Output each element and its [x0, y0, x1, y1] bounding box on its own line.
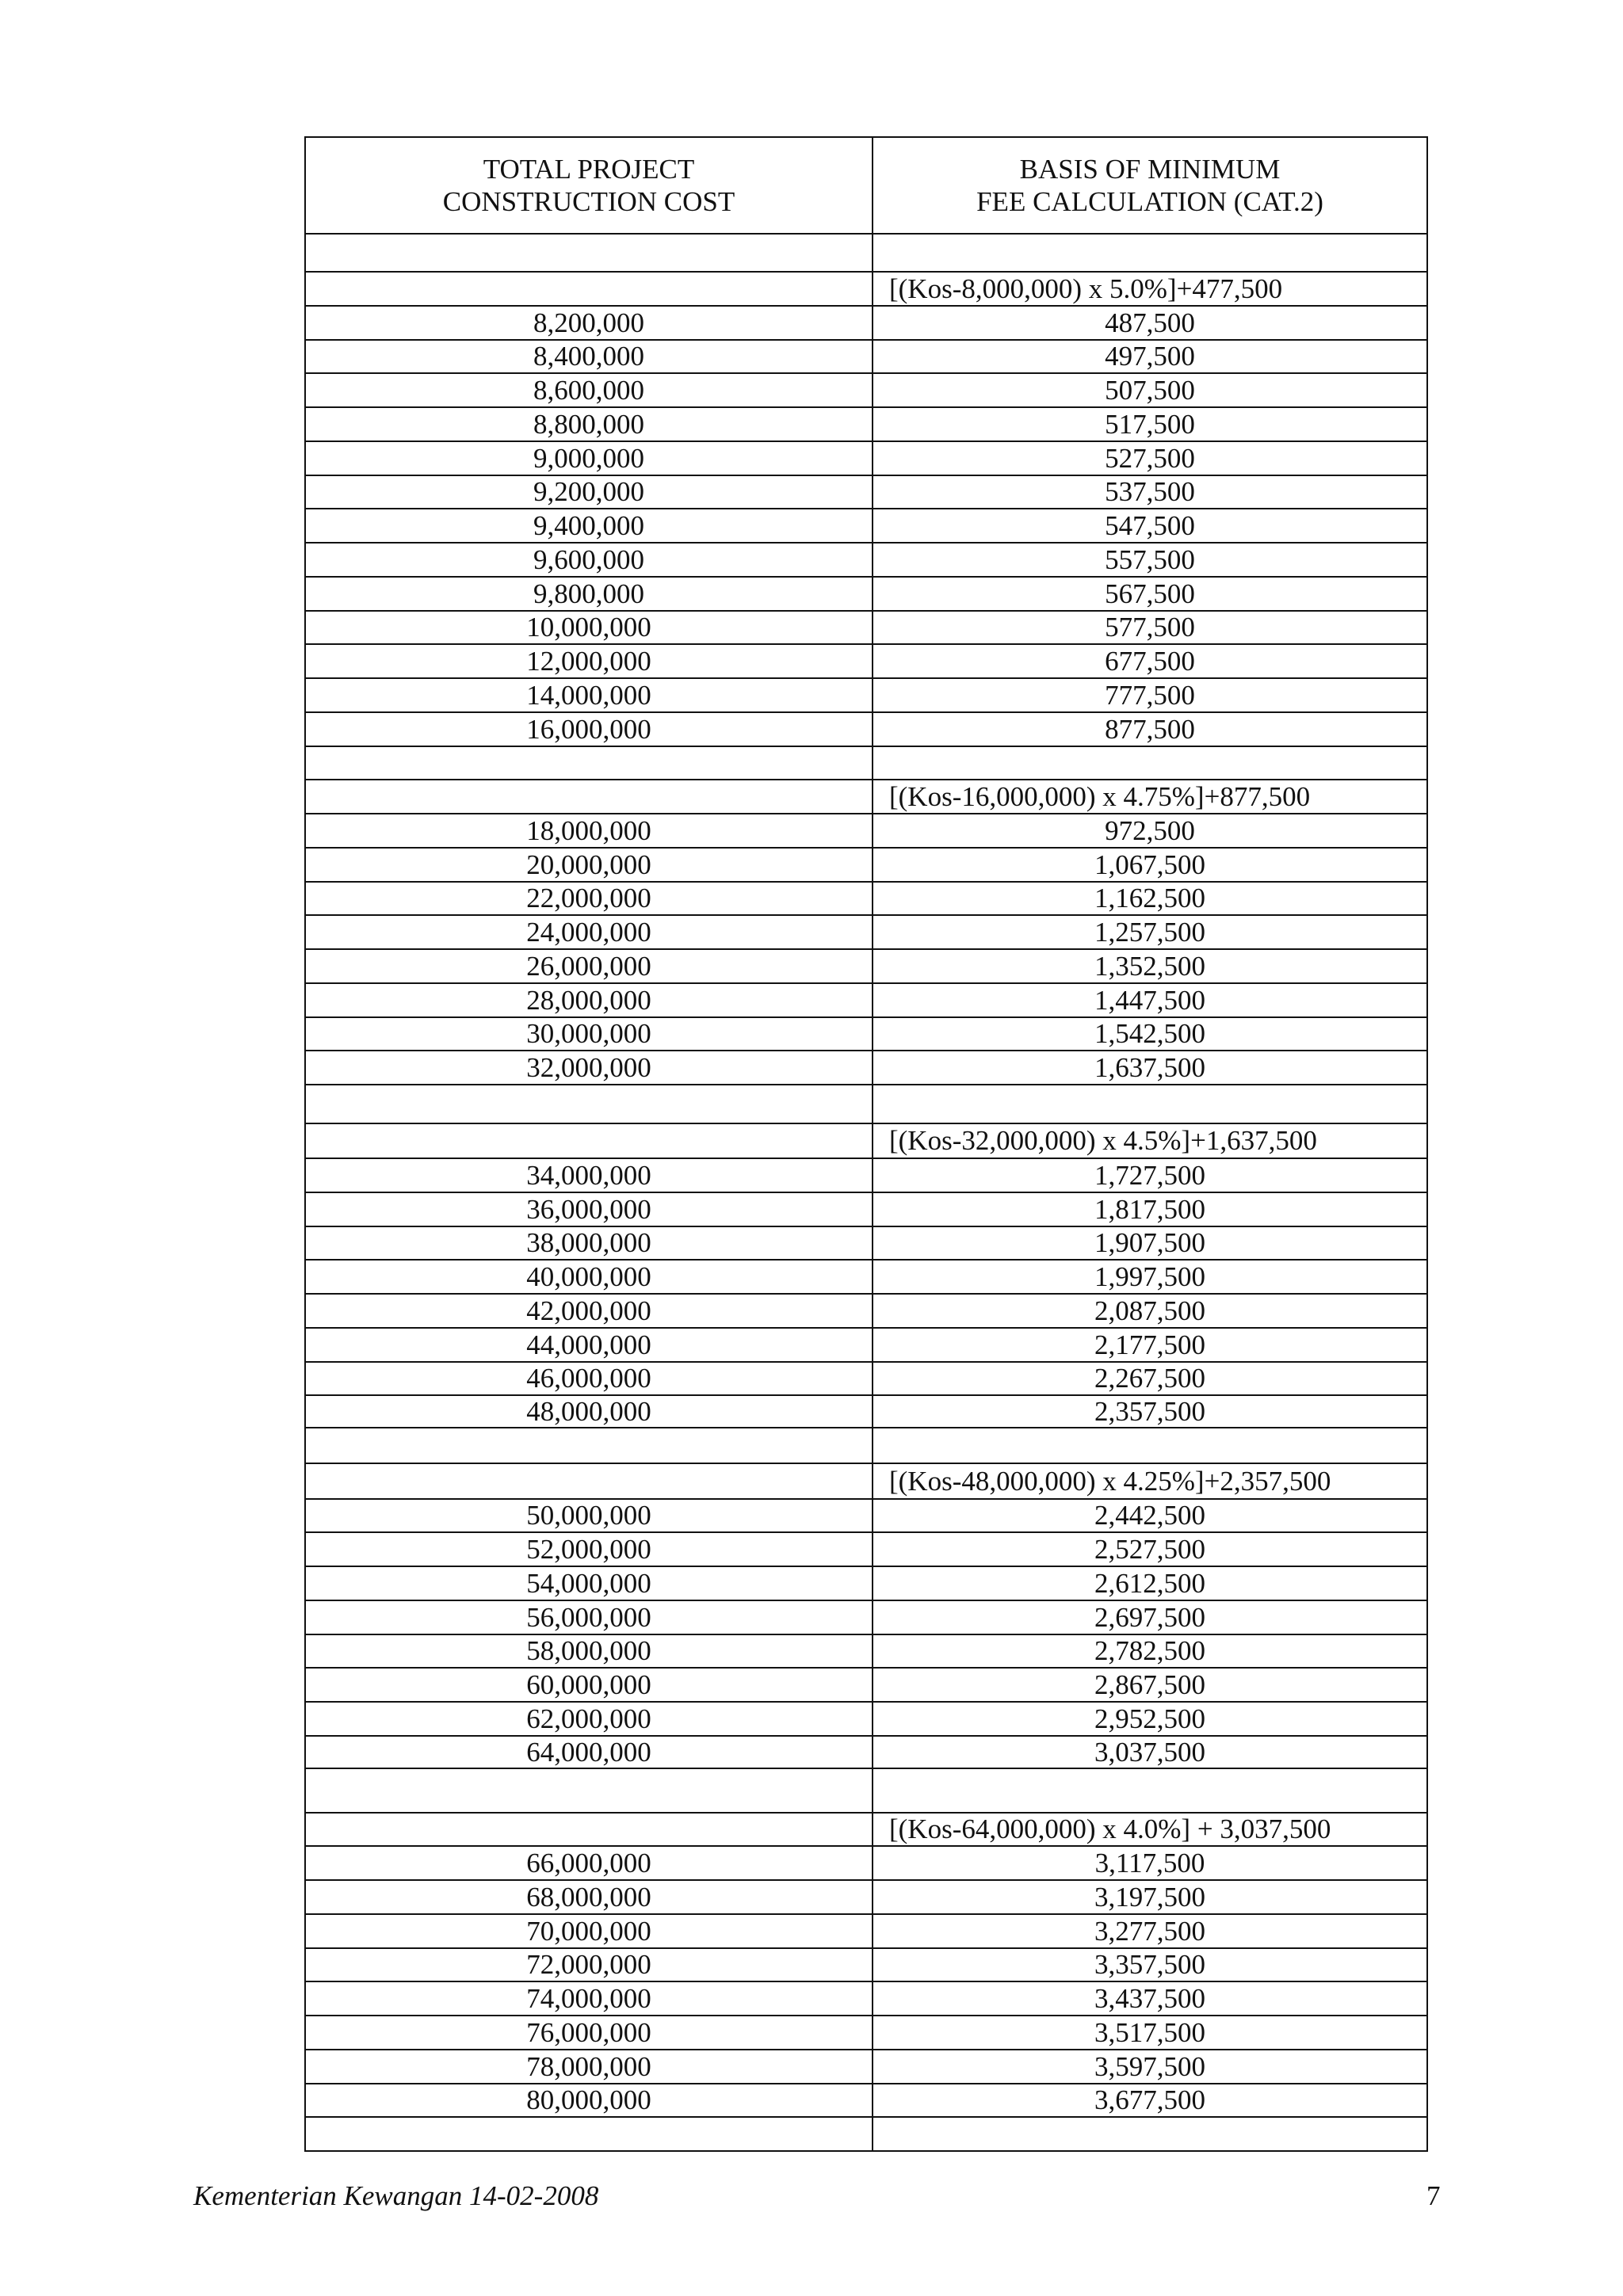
cost-cell: 8,200,000 [306, 307, 873, 339]
cost-cell: 8,800,000 [306, 408, 873, 441]
cost-cell: 62,000,000 [306, 1703, 873, 1735]
table-row [306, 813, 1426, 847]
fee-cell: 577,500 [1105, 612, 1195, 643]
fee-cell: 507,500 [1105, 374, 1195, 406]
table-row [306, 610, 1426, 643]
header-line: FEE CALCULATION (CAT.2) [976, 186, 1323, 217]
cost-cell: 64,000,000 [306, 1737, 873, 1768]
fee-cell: 1,727,500 [1094, 1159, 1205, 1191]
fee-cell: 497,500 [1105, 341, 1195, 372]
cost-cell: 40,000,000 [306, 1261, 873, 1293]
table-row [306, 1600, 1426, 1634]
table-row [306, 1701, 1426, 1735]
cost-cell: 26,000,000 [306, 950, 873, 982]
cost-cell: 60,000,000 [306, 1669, 873, 1701]
spacer-cell [306, 1428, 873, 1463]
fee-cell: 487,500 [1105, 307, 1195, 338]
cost-cell: 48,000,000 [306, 1396, 873, 1427]
spacer-cell [306, 235, 873, 271]
fee-cell: 677,500 [1105, 645, 1195, 677]
table-row [306, 1531, 1426, 1566]
cost-cell: 50,000,000 [306, 1500, 873, 1531]
formula-cost-cell [306, 780, 873, 813]
fee-table [304, 136, 1428, 2152]
fee-cell: 1,257,500 [1094, 916, 1205, 948]
cost-cell: 12,000,000 [306, 645, 873, 677]
fee-cell: 3,677,500 [1094, 2084, 1205, 2115]
fee-cell: 3,437,500 [1094, 1982, 1205, 2014]
cost-cell: 9,200,000 [306, 476, 873, 508]
spacer-row [306, 233, 1426, 271]
cost-cell: 74,000,000 [306, 1982, 873, 2015]
cost-cell: 9,000,000 [306, 442, 873, 475]
fee-cell: 1,162,500 [1094, 883, 1205, 913]
spacer-row [306, 2116, 1426, 2150]
fee-cell: 2,177,500 [1094, 1329, 1205, 1360]
formula-cost-cell [306, 1124, 873, 1158]
table-row [306, 1050, 1426, 1084]
cost-cell: 54,000,000 [306, 1567, 873, 1600]
fee-cell: 877,500 [1105, 713, 1195, 745]
cost-cell: 70,000,000 [306, 1915, 873, 1947]
fee-cell: 2,697,500 [1094, 1601, 1205, 1633]
formula-row [306, 271, 1426, 305]
fee-cell: 527,500 [1105, 442, 1195, 474]
table-row [306, 576, 1426, 610]
table-row [306, 1192, 1426, 1226]
cost-cell: 10,000,000 [306, 612, 873, 643]
fee-cell: 3,197,500 [1094, 1881, 1205, 1913]
fee-cell: 2,952,500 [1094, 1703, 1205, 1734]
formula-cell: [(Kos-8,000,000) x 5.0%]+477,500 [889, 273, 1283, 304]
spacer-cell [873, 1769, 1426, 1812]
header-minimum-fee [873, 138, 1426, 233]
fee-cell: 3,277,500 [1094, 1915, 1205, 1947]
table-header-row [306, 138, 1426, 233]
cost-cell: 22,000,000 [306, 883, 873, 914]
table-row [306, 2015, 1426, 2049]
table-row [306, 982, 1426, 1016]
spacer-row [306, 1768, 1426, 1812]
fee-cell: 1,067,500 [1094, 849, 1205, 880]
fee-cell: 1,817,500 [1094, 1193, 1205, 1225]
cost-cell: 52,000,000 [306, 1533, 873, 1566]
cost-cell: 76,000,000 [306, 2016, 873, 2049]
spacer-cell [873, 235, 1426, 271]
spacer-row [306, 1084, 1426, 1123]
fee-cell: 2,087,500 [1094, 1295, 1205, 1326]
table-row [306, 711, 1426, 746]
fee-cell: 1,997,500 [1094, 1261, 1205, 1292]
table-row [306, 1566, 1426, 1600]
table-row [306, 508, 1426, 542]
cost-cell: 56,000,000 [306, 1601, 873, 1634]
fee-cell: 557,500 [1105, 543, 1195, 575]
cost-cell: 24,000,000 [306, 916, 873, 948]
cost-cell: 8,600,000 [306, 374, 873, 406]
formula-cost-cell [306, 273, 873, 305]
table-row [306, 1634, 1426, 1667]
formula-cost-cell [306, 1814, 873, 1845]
cost-cell: 72,000,000 [306, 1949, 873, 1981]
cost-cell: 9,600,000 [306, 543, 873, 576]
header-line: CONSTRUCTION COST [442, 186, 735, 217]
fee-cell: 1,637,500 [1094, 1051, 1205, 1083]
cost-cell: 32,000,000 [306, 1051, 873, 1084]
cost-cell: 68,000,000 [306, 1881, 873, 1913]
fee-cell: 517,500 [1105, 408, 1195, 440]
fee-cell: 3,117,500 [1094, 1847, 1205, 1878]
cost-cell: 34,000,000 [306, 1159, 873, 1192]
table-row [306, 881, 1426, 914]
table-row [306, 339, 1426, 372]
fee-cell: 1,542,500 [1094, 1018, 1205, 1049]
table-row [306, 1667, 1426, 1701]
table-row [306, 1845, 1426, 1879]
cost-cell: 78,000,000 [306, 2050, 873, 2083]
formula-row [306, 1123, 1426, 1158]
cost-cell: 66,000,000 [306, 1847, 873, 1879]
footer-text: Kementerian Kewangan 14-02-2008 [193, 2180, 599, 2211]
table-row [306, 1293, 1426, 1327]
cost-cell: 46,000,000 [306, 1363, 873, 1394]
cost-cell: 16,000,000 [306, 713, 873, 746]
fee-cell: 2,267,500 [1094, 1363, 1205, 1394]
table-row [306, 1226, 1426, 1259]
header-line: BASIS OF MINIMUM [1019, 154, 1281, 185]
formula-cell: [(Kos-32,000,000) x 4.5%]+1,637,500 [889, 1125, 1317, 1156]
cost-cell: 20,000,000 [306, 849, 873, 881]
table-row [306, 1735, 1426, 1768]
table-row [306, 1981, 1426, 2015]
fee-cell: 3,597,500 [1094, 2050, 1205, 2082]
table-row [306, 1394, 1426, 1427]
table-row [306, 2083, 1426, 2116]
table-row [306, 1947, 1426, 1981]
table-row [306, 1498, 1426, 1531]
table-row [306, 542, 1426, 576]
fee-cell: 2,527,500 [1094, 1533, 1205, 1565]
spacer-cell [873, 1085, 1426, 1123]
formula-row [306, 1812, 1426, 1845]
cost-cell: 36,000,000 [306, 1193, 873, 1226]
fee-cell: 2,357,500 [1094, 1395, 1205, 1427]
table-row [306, 847, 1426, 881]
cost-cell: 14,000,000 [306, 679, 873, 711]
cost-cell: 9,800,000 [306, 578, 873, 610]
cost-cell: 8,400,000 [306, 341, 873, 372]
cost-cell: 30,000,000 [306, 1018, 873, 1050]
spacer-row [306, 1427, 1426, 1463]
header-construction-cost [306, 138, 873, 233]
table-row [306, 1158, 1426, 1192]
fee-cell: 3,517,500 [1094, 2016, 1205, 2048]
cost-cell: 28,000,000 [306, 984, 873, 1016]
page-number: 7 [1426, 2180, 1441, 2211]
table-row [306, 1913, 1426, 1947]
table-row [306, 1016, 1426, 1050]
fee-cell: 1,352,500 [1094, 950, 1205, 982]
formula-row [306, 1463, 1426, 1498]
fee-cell: 3,037,500 [1094, 1736, 1205, 1768]
fee-cell: 2,782,500 [1094, 1635, 1205, 1666]
fee-cell: 2,612,500 [1094, 1567, 1205, 1599]
table-row [306, 305, 1426, 339]
table-row [306, 2049, 1426, 2083]
fee-cell: 1,907,500 [1094, 1227, 1205, 1258]
table-row [306, 643, 1426, 677]
cost-cell: 58,000,000 [306, 1635, 873, 1667]
cost-cell: 38,000,000 [306, 1227, 873, 1259]
spacer-cell [306, 1085, 873, 1123]
table-row [306, 372, 1426, 406]
fee-cell: 972,500 [1105, 814, 1195, 846]
table-row [306, 914, 1426, 948]
spacer-cell [306, 747, 873, 779]
cost-cell: 42,000,000 [306, 1295, 873, 1327]
formula-cell: [(Kos-64,000,000) x 4.0%] + 3,037,500 [889, 1814, 1331, 1844]
fee-cell: 777,500 [1105, 679, 1195, 711]
spacer-cell [873, 1428, 1426, 1463]
fee-cell: 547,500 [1105, 509, 1195, 541]
table-row [306, 1259, 1426, 1293]
formula-cell: [(Kos-16,000,000) x 4.75%]+877,500 [889, 780, 1311, 812]
header-line: TOTAL PROJECT [483, 154, 695, 185]
fee-cell: 567,500 [1105, 578, 1195, 609]
fee-cell: 1,447,500 [1094, 984, 1205, 1016]
fee-cell: 2,867,500 [1094, 1669, 1205, 1700]
spacer-row [306, 746, 1426, 779]
formula-row [306, 779, 1426, 813]
table-row [306, 1327, 1426, 1361]
spacer-cell [306, 1769, 873, 1812]
table-row [306, 406, 1426, 441]
fee-cell: 3,357,500 [1094, 1949, 1205, 1980]
cost-cell: 80,000,000 [306, 2084, 873, 2116]
table-row [306, 1361, 1426, 1394]
formula-cost-cell [306, 1464, 873, 1498]
table-row [306, 1879, 1426, 1913]
fee-cell: 2,442,500 [1094, 1500, 1205, 1531]
spacer-cell [306, 2118, 873, 2150]
table-row [306, 475, 1426, 508]
fee-cell: 537,500 [1105, 476, 1195, 507]
spacer-cell [873, 2118, 1426, 2150]
cost-cell: 18,000,000 [306, 814, 873, 847]
spacer-cell [873, 747, 1426, 779]
formula-cell: [(Kos-48,000,000) x 4.25%]+2,357,500 [889, 1465, 1331, 1497]
table-row [306, 441, 1426, 475]
cost-cell: 44,000,000 [306, 1329, 873, 1361]
table-row [306, 677, 1426, 711]
cost-cell: 9,400,000 [306, 509, 873, 542]
table-row [306, 948, 1426, 982]
